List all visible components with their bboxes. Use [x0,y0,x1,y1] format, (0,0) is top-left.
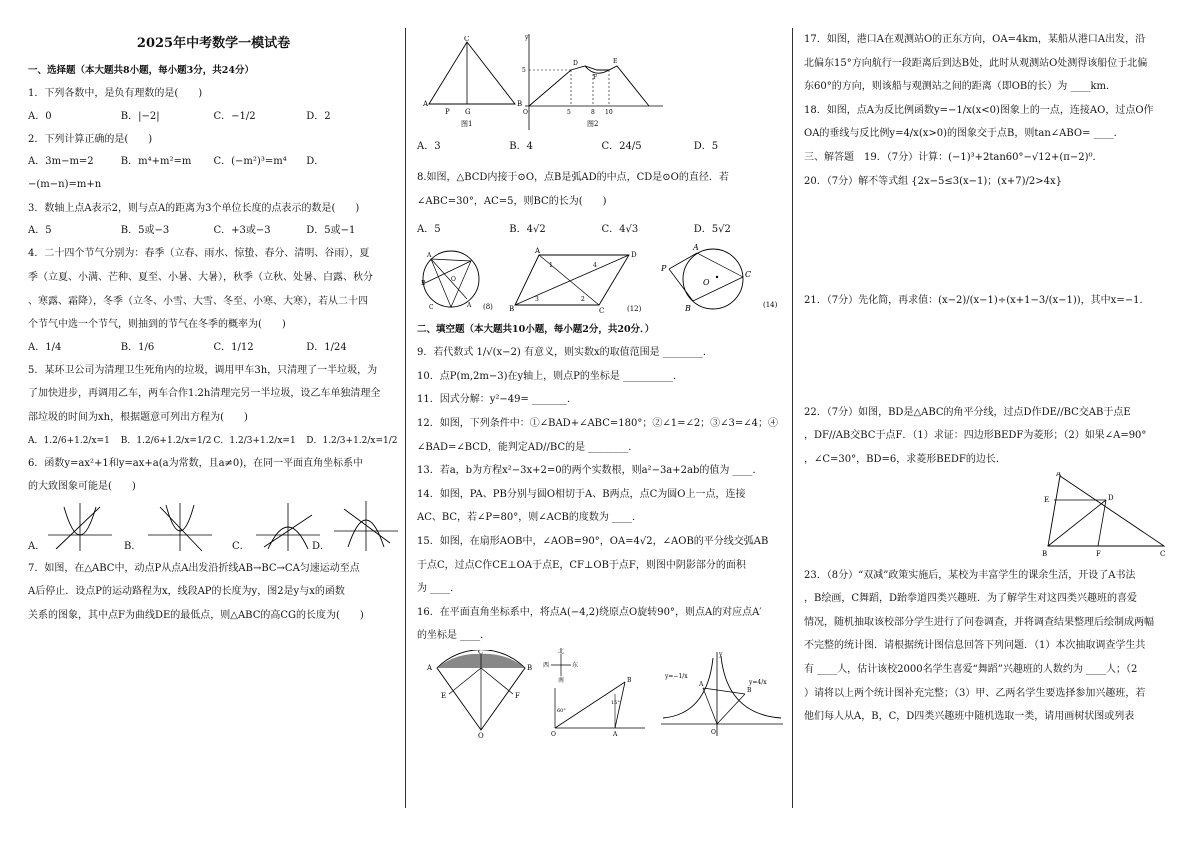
column-right [796,0,1200,849]
figure-8-circle [421,243,509,317]
svg-text:y=4/x: y=4/x [749,678,767,686]
question-16-line-2: 的坐标是 ____． [417,630,491,642]
option-b[interactable]: B．5或−3 [120,225,170,237]
option-a[interactable]: A．0 [28,110,52,122]
option-c[interactable]: C．(−m²)³=m⁴ [213,156,287,168]
svg-text:图2: 图2 [587,120,599,128]
question-2-options [28,151,399,173]
question-23-line-1: 23．（8分）“双减”政策实施后，某校为丰富学生的课余生活，开设了A书法 [804,569,1136,581]
svg-text:C: C [599,307,605,316]
question-13: 13．若a，b为方程x²−3x+2=0的两个实数根，则a²−3a+2ab的值为 ____． [417,465,763,477]
question-14-line-2: AC、BC，若∠P=80°，则∠ACB的度数为 ____． [417,512,643,524]
option-b[interactable]: B．|−2| [120,110,160,122]
svg-text:A: A [699,680,704,688]
option-d[interactable]: D． [306,156,325,168]
question-4-line-4: 个节气中选一个节气，则抽到的节气在冬季的概率为( ) [28,319,286,331]
question-23-line-7: 他们每人从A，B，C，D四类兴趣班中随机选取一类，请用画树状图或列表 [804,711,1135,723]
question-6-graphs [28,499,399,557]
question-8-options [417,219,786,241]
svg-text:C: C [478,649,484,656]
svg-text:A: A [613,730,618,738]
question-15-line-3: 为 ____． [417,583,461,595]
svg-text:E: E [441,691,447,700]
svg-text:A: A [467,302,472,310]
svg-text:F: F [515,691,520,700]
svg-text:O: O [551,730,556,738]
question-7-line-3: 关系的图象，其中点F为曲线DE的最低点，则△ABC的高CG的长度为( ) [28,609,364,621]
question-5-line-2: 了加快进步，再调用乙车，两车合作1.2h清理完另一半垃圾，设乙车单独清理全 [28,388,381,400]
svg-text:A: A [693,243,699,253]
svg-text:G: G [465,108,471,116]
question-17-line-2: 北偏东15°方向航行一段距离后到达B处，此时从观测站O处测得该船位于北偏 [804,57,1148,69]
question-22-line-2: ，DF//AB交BC于点F．（1）求证：四边形BEDF为菱形；（2）如果∠A=90° [804,430,1147,442]
figure-18-hyperbola [657,648,789,738]
question-2: 2．下列计算正确的是( ) [28,133,153,145]
question-7-line-2: A后停止．设点P的运动路程为x，线段AP的长度为y，图2是y与x的函数 [28,586,345,598]
svg-text:8: 8 [591,109,595,116]
svg-text:E: E [1044,495,1050,504]
svg-text:4: 4 [593,262,597,270]
svg-text:B: B [509,305,515,314]
svg-text:P: P [661,264,667,274]
svg-text:(12): (12) [627,305,642,314]
option-a[interactable]: A． [28,540,46,552]
figure-triangle-abc [423,36,523,128]
svg-text:P: P [445,108,450,116]
option-c[interactable]: C．−1/2 [213,110,256,122]
question-9: 9．若代数式 1/√(x−2) 有意义，则实数x的取值范围是 ________． [417,347,713,359]
question-23-line-4: 不完整的统计图．请根据统计图信息回答下列问题．（1）本次抽取调查学生共 [804,640,1146,652]
question-3-options [28,220,399,242]
option-d[interactable]: D．2 [306,110,331,122]
svg-text:B: B [685,304,691,314]
question-20: 20．（7分）解不等式组 {2x−5≤3(x−1)；(x+7)/2>4x} [804,175,1062,187]
question-7-figures [417,28,786,136]
svg-text:B: B [421,280,426,288]
svg-text:O: O [478,731,484,738]
option-b[interactable]: B．1.2/6+1.2/x=1/2 [120,435,212,446]
question-8-line-1: 8.如图，△BCD内接于⊙O，点B是弧AD的中点，CD是⊙O的直径．若 [417,172,729,183]
question-6-line-2: 的大致图象可能是( ) [28,481,136,493]
svg-text:O: O [451,276,456,284]
column-divider-2 [792,28,793,808]
graph-b [146,501,216,553]
figures-8-12-14 [417,241,786,319]
svg-text:南: 南 [558,676,565,684]
question-4-line-3: 、寒露、霜降），冬季（立冬、小雪、大雪、冬至、小寒、大寒），若从二十四 [28,295,368,307]
question-17-line-3: 东60°的方向，则该船与观测站之间的距离（即OB的长）为 ____km． [804,81,1116,93]
option-a[interactable]: A．5 [28,225,52,237]
svg-text:东: 东 [572,661,579,669]
svg-text:15°: 15° [611,699,620,706]
svg-text:A: A [427,252,432,260]
option-a[interactable]: A．5 [417,224,441,236]
svg-text:(14): (14) [763,301,778,310]
svg-text:A: A [535,247,541,256]
option-b[interactable]: B． [124,540,142,552]
question-22-figure-wrap [804,472,1190,564]
question-16-line-1: 16．在平面直角坐标系中，将点A(−4,2)绕原点O旋转90°，则点A的对应点A′ [417,606,762,618]
option-a[interactable]: A．3m−m=2 [28,156,94,168]
svg-text:B: B [527,663,533,672]
svg-text:F: F [1096,549,1101,558]
question-2-option-d-text: −(m−n)=m+n [28,179,102,191]
question-22-line-1: 22．（7分）如图，BD是△ABC的角平分线，过点D作DE//BC交AB于点E [804,406,1131,418]
svg-text:O: O [711,728,716,736]
question-1: 1．下列各数中，是负有理数的是( ) [28,88,203,99]
question-15-line-2: 于点C，过点C作CE⊥OA于点E，CF⊥OB于点F，则图中阴影部分的面积 [417,559,746,571]
option-c[interactable]: C．1/12 [213,341,254,353]
option-d[interactable]: D． [312,540,331,552]
question-14-line-1: 14．如图，PA、PB分别与圆O相切于A、B两点，点C为圆O上一点，连接 [417,488,746,500]
question-7-line-1: 7．如图，在△ABC中，动点P从点A出发沿折线AB→BC→CA匀速运动至点 [28,562,360,574]
svg-text:A: A [427,663,433,672]
question-5-line-3: 部垃圾的时间为xh，根据题意可列出方程为( ) [28,411,248,423]
svg-text:1: 1 [549,262,553,270]
question-18-line-1: 18．如图，点A为反比例函数y=−1/x(x<0)图象上的一点，连接AO，过点O作 [804,104,1154,116]
answer-space-21 [804,313,1190,401]
figure-17-compass [541,648,653,738]
question-12-line-2: ∠BAD=∠BCD，能判定AD//BC的是 ________． [417,441,639,453]
option-c[interactable]: C． [232,540,250,552]
svg-text:D: D [573,60,578,67]
figure-14-tangent-circle [657,241,789,317]
option-c[interactable]: C．4√3 [601,224,639,236]
option-c[interactable]: C．+3或−3 [213,225,271,237]
question-22-line-3: ，∠C=30°，BD=6，求菱形BEDF的边长． [804,453,1006,465]
svg-text:y=−1/x: y=−1/x [665,672,688,680]
page-title: 2025年中考数学一模试卷 [136,36,291,51]
question-12-line-1: 12．如图，下列条件中：①∠BAD+∠ABC=180°；②∠1=∠2；③∠3=∠4；④ [417,417,779,429]
svg-text:5: 5 [522,67,526,74]
question-4-line-1: 4．二十四个节气分别为：春季（立春、雨水、惊蛰、春分、清明、谷雨），夏 [28,248,370,260]
svg-text:B: B [627,676,632,684]
option-d[interactable]: D．1/24 [306,341,347,353]
question-23-line-6: ）请将以上两个统计图补充完整；（3）甲、乙两名学生要选择参加兴趣班，若 [804,687,1146,699]
graph-a [46,501,116,553]
question-5-options [28,430,399,452]
question-23-line-5: 有 ____人，估计该校2000名学生喜爱“舞蹈”兴趣班的人数约为 ____人；（2 [804,663,1138,675]
option-b[interactable]: B．4√2 [509,224,546,236]
option-b[interactable]: B．m⁴+m²=m [120,156,192,168]
question-23-line-2: ，B绘画，C舞蹈，D跆拳道四类兴趣班．为了解学生对这四类兴趣班的喜爱 [804,593,1138,605]
option-a[interactable]: A．3 [417,141,441,152]
figure-function-graph [521,30,667,132]
option-d[interactable]: D．1.2/3+1.2/x=1/2 [306,435,398,446]
option-d[interactable]: D．5 [693,141,719,152]
svg-text:C: C [429,304,434,312]
svg-text:(8): (8) [483,303,493,312]
option-b[interactable]: B．4 [509,141,533,152]
question-23-line-3: 情况，随机抽取该校部分学生进行了问卷调查，并将调查结果整理后绘制成两幅 [804,616,1154,628]
svg-text:5: 5 [567,109,571,116]
svg-text:10: 10 [605,109,613,116]
question-10: 10．点P(m,2m−3)在y轴上，则点P的坐标是 __________． [417,370,684,382]
question-8-line-2: ∠ABC=30°，AC=5，则BC的长为( ) [417,195,607,207]
question-1-options [28,106,399,128]
svg-text:A: A [423,100,429,108]
svg-text:C: C [464,36,470,43]
question-19: 三、解答题 19．（7分）计算：(−1)³+2tan60°−√12+(π−2)⁰． [804,151,1103,163]
svg-text:y: y [719,650,723,658]
figure-15-sector [425,650,537,738]
figure-22-rhombus [1040,472,1170,558]
svg-text:西: 西 [543,661,550,669]
option-d[interactable]: D．5或−1 [306,225,356,237]
svg-text:E: E [613,58,618,65]
figure-12-parallelogram [509,243,653,317]
option-c[interactable]: C．1.2/3+1.2/x=1 [213,435,296,446]
column-middle [409,0,792,849]
question-3: 3．数轴上点A表示2，则与点A的距离为3个单位长度的点表示的数是( ) [28,202,360,214]
svg-text:A: A [1056,471,1062,478]
question-21: 21．（7分）先化简，再求值：(x−2)/(x−1)÷(x+1−3/(x−1))，其中x=−1． [804,295,1150,307]
question-7-options [417,136,786,158]
question-11: 11．因式分解：y²−49= _______． [417,394,578,406]
graph-d [332,499,402,553]
svg-text:图1: 图1 [461,120,473,128]
question-4-options [28,337,399,359]
svg-text:2: 2 [581,296,585,304]
question-18-line-2: OA的垂线与反比例y=4/x(x>0)的图象交于点B，则tan∠ABO= ____． [804,128,1124,140]
figures-15-17-18 [417,648,786,740]
answer-space-20 [804,193,1190,289]
svg-text:B: B [517,100,523,108]
svg-text:北: 北 [558,647,565,655]
svg-text:O: O [703,278,710,288]
question-5-line-1: 5．某环卫公司为清理卫生死角内的垃圾，调用甲车3h，只清理了一半垃圾，为 [28,364,378,376]
svg-text:D: D [1108,493,1114,502]
svg-text:C: C [745,270,752,280]
svg-text:O: O [523,109,528,116]
svg-text:3: 3 [535,296,539,304]
svg-text:y: y [525,34,529,41]
option-b[interactable]: B．1/6 [120,341,155,353]
svg-text:D: D [631,251,637,260]
question-15-line-1: 15．如图，在扇形AOB中，∠AOB=90°，OA=4√2，∠AOB的平分线交弧AB [417,535,769,547]
svg-text:60°: 60° [557,707,566,714]
svg-text:C: C [1160,549,1166,558]
option-a[interactable]: A．1/4 [28,341,62,353]
column-divider-1 [405,28,406,808]
option-a[interactable]: A．1.2/6+1.2/x=1 [28,435,110,446]
option-c[interactable]: C．24/5 [601,141,642,152]
svg-text:B: B [747,686,752,694]
section-fill-heading: 二、填空题（本大题共10小题，每小题2分，共20分．） [417,324,655,336]
section-choice-heading: 一、选择题（本大题共8小题，每小题3分，共24分） [28,65,254,76]
question-17-line-1: 17．如图，港口A在观测站O的正东方向，OA=4km，某船从港口A出发，沿 [804,34,1146,45]
svg-text:F: F [593,74,598,81]
svg-text:B: B [1042,549,1048,558]
question-6-line-1: 6．函数y=ax²+1和y=ax+a(a为常数，且a≠0)，在同一平面直角坐标系中 [28,457,364,469]
question-4-line-2: 季（立夏、小满、芒种、夏至、小暑、大暑），秋季（立秋、处暑、白露、秋分 [28,271,373,283]
option-d[interactable]: D．5√2 [693,224,731,236]
column-left [0,0,405,849]
